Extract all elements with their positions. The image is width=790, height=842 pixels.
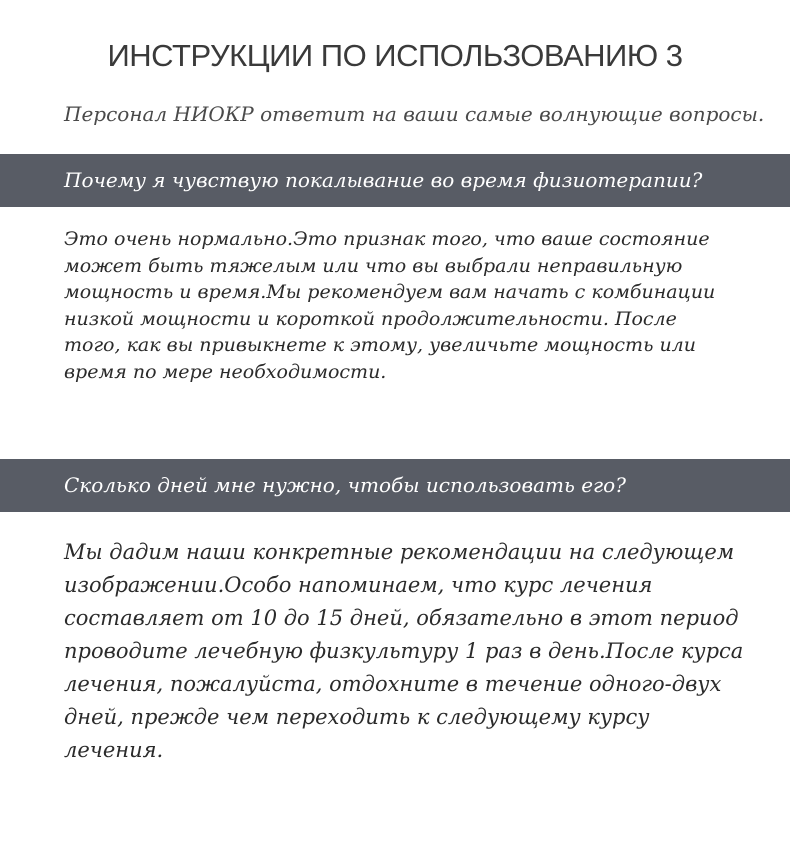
page-subtitle: Персонал НИОКР ответит на ваши самые волнующие вопросы.: [64, 102, 765, 126]
faq-question-1: Почему я чувствую покалывание во время физиотерапии?: [0, 154, 790, 207]
faq-answer-2: Мы дадим наши конкретные рекомендации на следующем изображении.Особо напоминаем, что курс лечения составляет от 10 до 15 дней, обязательно в этот период проводите лечебную физкультуру 1 раз в день.После курса лечения, пожалуйста, отдохните в течение одного-двух дней, прежде чем переходить к следующему курсу лечения.: [64, 540, 744, 762]
faq-answer-1: Это очень нормально.Это признак того, что ваше состояние может быть тяжелым или что вы выбрали неправильную мощность и время.Мы рекомендуем вам начать с комбинации низкой мощности и короткой продолжительности. После того, как вы привыкнете к этому, увеличьте мощность или время по мере необходимости.: [64, 228, 716, 383]
page-title: ИНСТРУКЦИИ ПО ИСПОЛЬЗОВАНИЮ 3: [107, 38, 683, 73]
faq-question-2: Сколько дней мне нужно, чтобы использовать его?: [0, 459, 790, 512]
